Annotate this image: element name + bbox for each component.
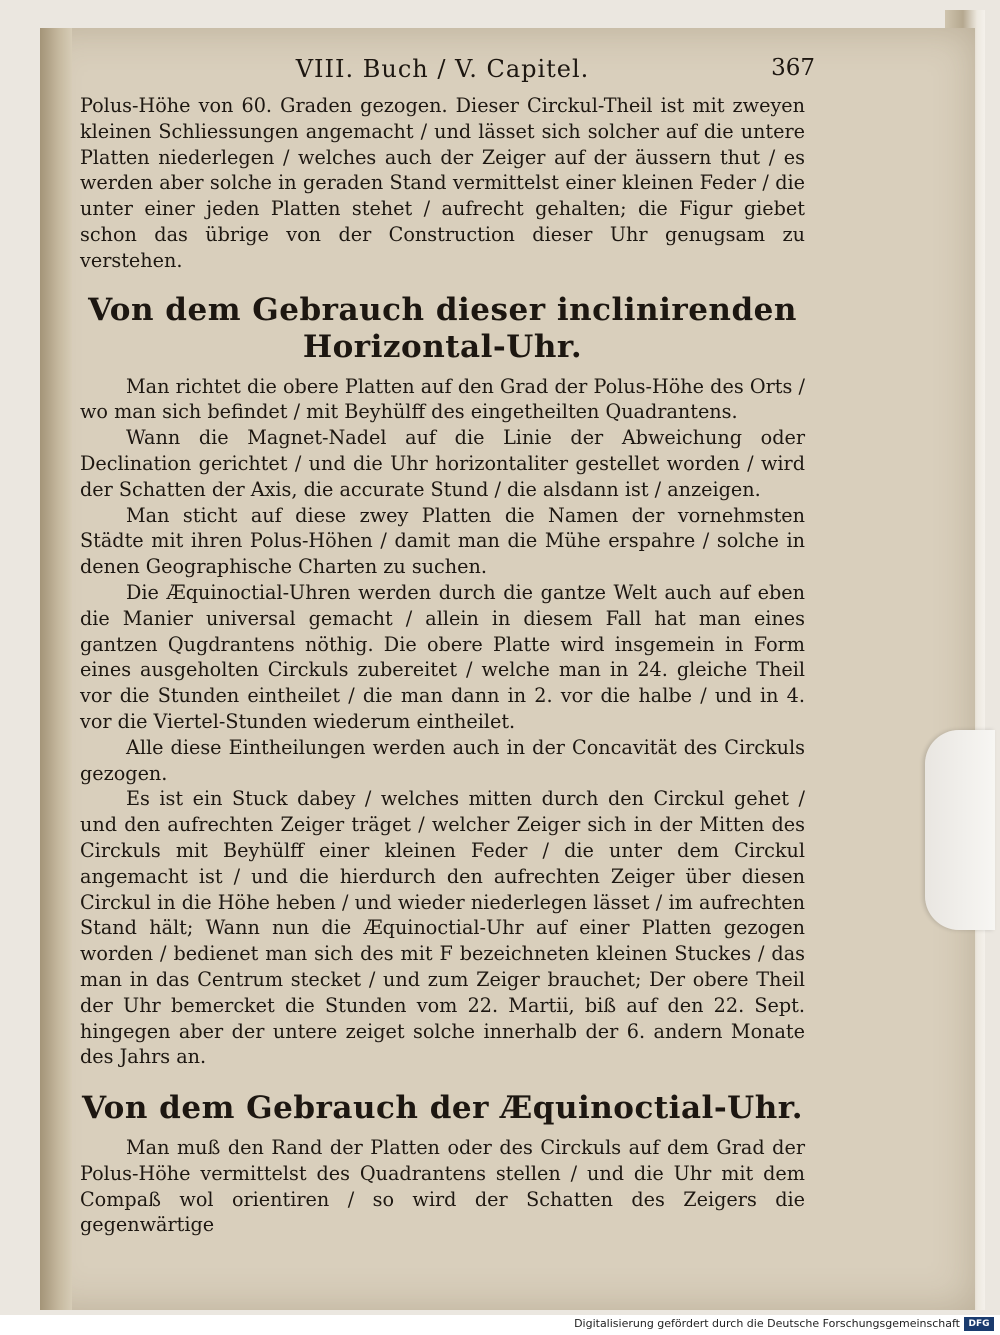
paragraph-continued: Polus-Höhe von 60. Graden gezogen. Dieser Circkul-Theil ist mit zweyen kleinen Schliessungen angemacht / und lässet sich solcher auf die untere Platten niederlegen / welches auch der Zeiger auf der äussern thut / es werden aber solche in geraden Stand vermittelst einer kleinen Feder / die unter einer jeden Platten stehet / aufrecht gehalten; die Figur giebet schon das übrige von der Construction dieser Uhr genugsam zu verstehen. [80,94,805,272]
scan-holder-tab [925,730,995,930]
footer-bar [0,1315,1000,1335]
paragraph: Man sticht auf diese zwey Platten die Namen der vornehmsten Städte mit ihren Polus-Höhen / damit man die Mühe erspahre / solche in denen Geographische Charten zu suchen. [80,503,805,579]
page-gutter-shadow [40,28,72,1310]
dfg-logo-icon: DFG [964,1317,994,1331]
page-number: 367 [771,55,815,81]
paragraph: Man muß den Rand der Platten oder des Circkuls auf dem Grad der Polus-Höhe vermittelst des Quadrantens stellen / und die Uhr mit dem Compaß wol orientiren / so wird der Schatten des Zeigers die gegenwärtige [80,1136,805,1237]
section-heading-aequinoctial-uhr: Von dem Gebrauch der Æquinoctial-Uhr. [81,1090,804,1127]
section-heading-horizontal-uhr: Von dem Gebrauch dieser inclinirenden Horizontal-Uhr. [88,291,797,365]
page-content [80,55,815,1237]
funding-credit: Digitalisierung gefördert durch die Deutsche Forschungsgemeinschaft [574,1317,960,1330]
paragraph: Es ist ein Stuck dabey / welches mitten durch den Circkul gehet / und den aufrechten Zeiger träget / welcher Zeiger sich in der Mitten des Circkuls mit Beyhülff einer kleinen Feder / die unter dem Circkul angemacht ist / und die hierdurch den aufrechten Zeiger über diesen Circkul in die Höhe heben / und wieder niederlegen lässet / im aufrechten Stand hält; Wann nun die Æquinoctial-Uhr auf einer Platten gezogen worden / bedienet man sich des mit F bezeichneten kleinen Stuckes / das man in das Centrum stecket / und zum Zeiger brauchet; Der obere Theil der Uhr bemercket die Stunden vom 22. Martii, biß auf den 22. Sept. hingegen aber der untere zeiget solche innerhalb der 6. andern Monate des Jahrs an. [80,787,805,1069]
page-header [80,55,815,93]
running-head: VIII. Buch / V. Capitel. [295,55,590,83]
paragraph: Die Æquinoctial-Uhren werden durch die gantze Welt auch auf eben die Manier universal gemacht / allein in diesem Fall hat man eines gantzen Qugdrantens nöthig. Die obere Platte wird insgemein in Form eines ausgeholten Circkuls zubereitet / welche man in 24. gleiche Theil vor die Stunden eintheilet / die man dann in 2. vor die halbe / und in 4. vor die Viertel-Stunden wiederum eintheilet. [80,580,805,733]
paragraph: Wann die Magnet-Nadel auf die Linie der Abweichung oder Declination gerichtet / und die Uhr horizontaliter gestellet worden / wird der Schatten der Axis, die accurate Stund / die alsdann ist / anzeigen. [80,426,805,501]
paragraph: Alle diese Eintheilungen werden auch in der Concavität des Circkuls gezogen. [80,735,805,785]
paragraph: Man richtet die obere Platten auf den Grad der Polus-Höhe des Orts / wo man sich befindet / mit Beyhülff des eingetheilten Quadrantens. [80,374,805,424]
